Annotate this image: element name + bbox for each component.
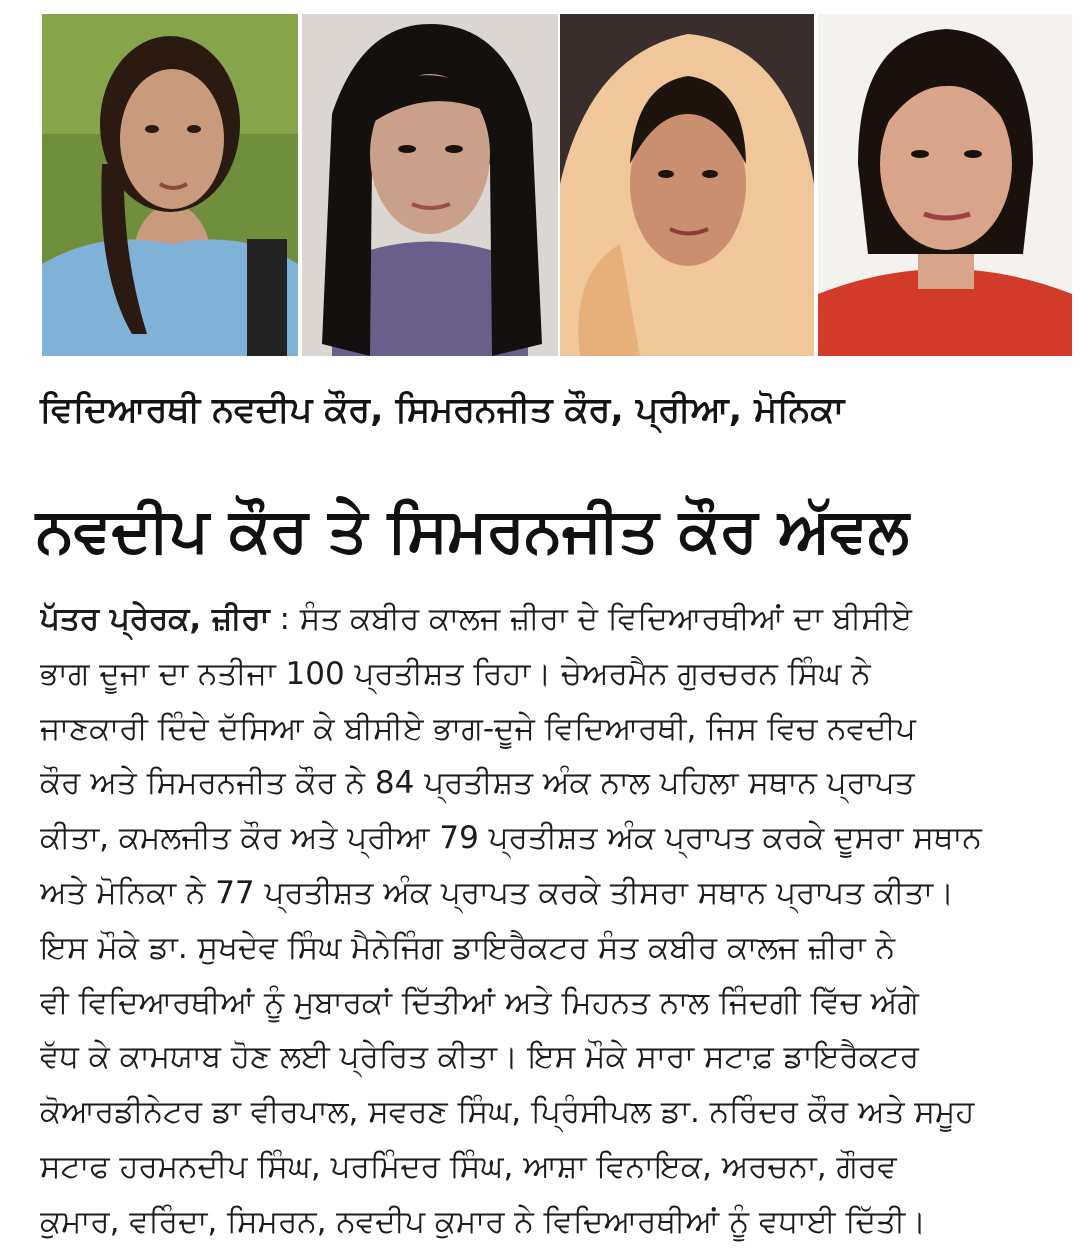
article-line: ਅਤੇ ਮੋਨਿਕਾ ਨੇ 77 ਪ੍ਰਤੀਸ਼ਤ ਅੰਕ ਪ੍ਰਾਪਤ ਕਰਕੇ ਤੀਸਰਾ ਸਥਾਨ ਪ੍ਰਾਪਤ ਕੀਤਾ। [40, 874, 955, 911]
photo-row [38, 14, 1072, 356]
photo-caption: ਵਿਦਿਆਰਥੀ ਨਵਦੀਪ ਕੌਰ, ਸਿਮਰਨਜੀਤ ਕੌਰ, ਪ੍ਰੀਆ, ਮੋਨਿਕਾ [40, 390, 845, 430]
article-body [40, 592, 1050, 1250]
photo-priya [560, 14, 814, 356]
byline-separator: : [269, 601, 300, 637]
article-line: ਸਟਾਫ ਹਰਮਨਦੀਪ ਸਿੰਘ, ਪਰਮਿੰਦਰ ਸਿੰਘ, ਆਸ਼ਾ ਵਿਨਾਇਕ, ਅਰਚਨਾ, ਗੌਰਵ [40, 1148, 897, 1185]
article-line: ਕੀਤਾ, ਕਮਲਜੀਤ ਕੌਰ ਅਤੇ ਪ੍ਰੀਆ 79 ਪ੍ਰਤੀਸ਼ਤ ਅੰਕ ਪ੍ਰਾਪਤ ਕਰਕੇ ਦੂਸਰਾ ਸਥਾਨ [40, 820, 982, 857]
article-line-1 [40, 592, 1050, 647]
article-line: ਭਾਗ ਦੂਜਾ ਦਾ ਨਤੀਜਾ 100 ਪ੍ਰਤੀਸ਼ਤ ਰਿਹਾ। ਚੇਅਰਮੈਨ ਗੁਰਚਰਨ ਸਿੰਘ ਨੇ [40, 655, 871, 692]
byline: ਪੱਤਰ ਪ੍ਰੇਰਕ, ਜ਼ੀਰਾ [40, 601, 270, 637]
article-line: ਵੀ ਵਿਦਿਆਰਥੀਆਂ ਨੂੰ ਮੁਬਾਰਕਾਂ ਦਿੱਤੀਆਂ ਅਤੇ ਮਿਹਨਤ ਨਾਲ ਜਿੰਦਗੀ ਵਿੱਚ ਅੱਗੇ [40, 984, 919, 1021]
photo-navdeep-kaur [42, 14, 298, 356]
article-line: ਜਾਣਕਾਰੀ ਦਿੰਦੇ ਦੱਸਿਆ ਕੇ ਬੀਸੀਏ ਭਾਗ-ਦੂਜੇ ਵਿਦਿਆਰਥੀ, ਜਿਸ ਵਿਚ ਨਵਦੀਪ [40, 710, 916, 747]
article-line: ਕੌਰ ਅਤੇ ਸਿਮਰਨਜੀਤ ਕੌਰ ਨੇ 84 ਪ੍ਰਤੀਸ਼ਤ ਅੰਕ ਨਾਲ ਪਹਿਲਾ ਸਥਾਨ ਪ੍ਰਾਪਤ [40, 765, 915, 802]
photo-monika [818, 14, 1072, 356]
article-line: ਕੋਆਰਡੀਨੇਟਰ ਡਾ ਵੀਰਪਾਲ, ਸਵਰਣ ਸਿੰਘ, ਪ੍ਰਿੰਸੀਪਲ ਡਾ. ਨਰਿੰਦਰ ਕੌਰ ਅਤੇ ਸਮੂਹ [40, 1094, 975, 1131]
article-line: ਕੁਮਾਰ, ਵਰਿੰਦਾ, ਸਿਮਰਨ, ਨਵਦੀਪ ਕੁਮਾਰ ਨੇ ਵਿਦਿਆਰਥੀਆਂ ਨੂੰ ਵਧਾਈ ਦਿੱਤੀ। [40, 1203, 927, 1240]
photo-simranjit-kaur [302, 14, 558, 356]
headline: ਨਵਦੀਪ ਕੌਰ ਤੇ ਸਿਮਰਨਜੀਤ ਕੌਰ ਅੱਵਲ [36, 495, 909, 566]
article-line-1-text: ਸੰਤ ਕਬੀਰ ਕਾਲਜ ਜ਼ੀਰਾ ਦੇ ਵਿਦਿਆਰਥੀਆਂ ਦਾ ਬੀਸੀਏ [299, 601, 912, 637]
article-line: ਇਸ ਮੌਕੇ ਡਾ. ਸੁਖਦੇਵ ਸਿੰਘ ਮੈਨੇਜਿੰਗ ਡਾਇਰੈਕਟਰ ਸੰਤ ਕਬੀਰ ਕਾਲਜ ਜ਼ੀਰਾ ਨੇ [40, 929, 896, 966]
article-line: ਵੱਧ ਕੇ ਕਾਮਯਾਬ ਹੋਣ ਲਈ ਪ੍ਰੇਰਿਤ ਕੀਤਾ। ਇਸ ਮੌਕੇ ਸਾਰਾ ਸਟਾਫ਼ ਡਾਇਰੈਕਟਰ [40, 1039, 919, 1076]
